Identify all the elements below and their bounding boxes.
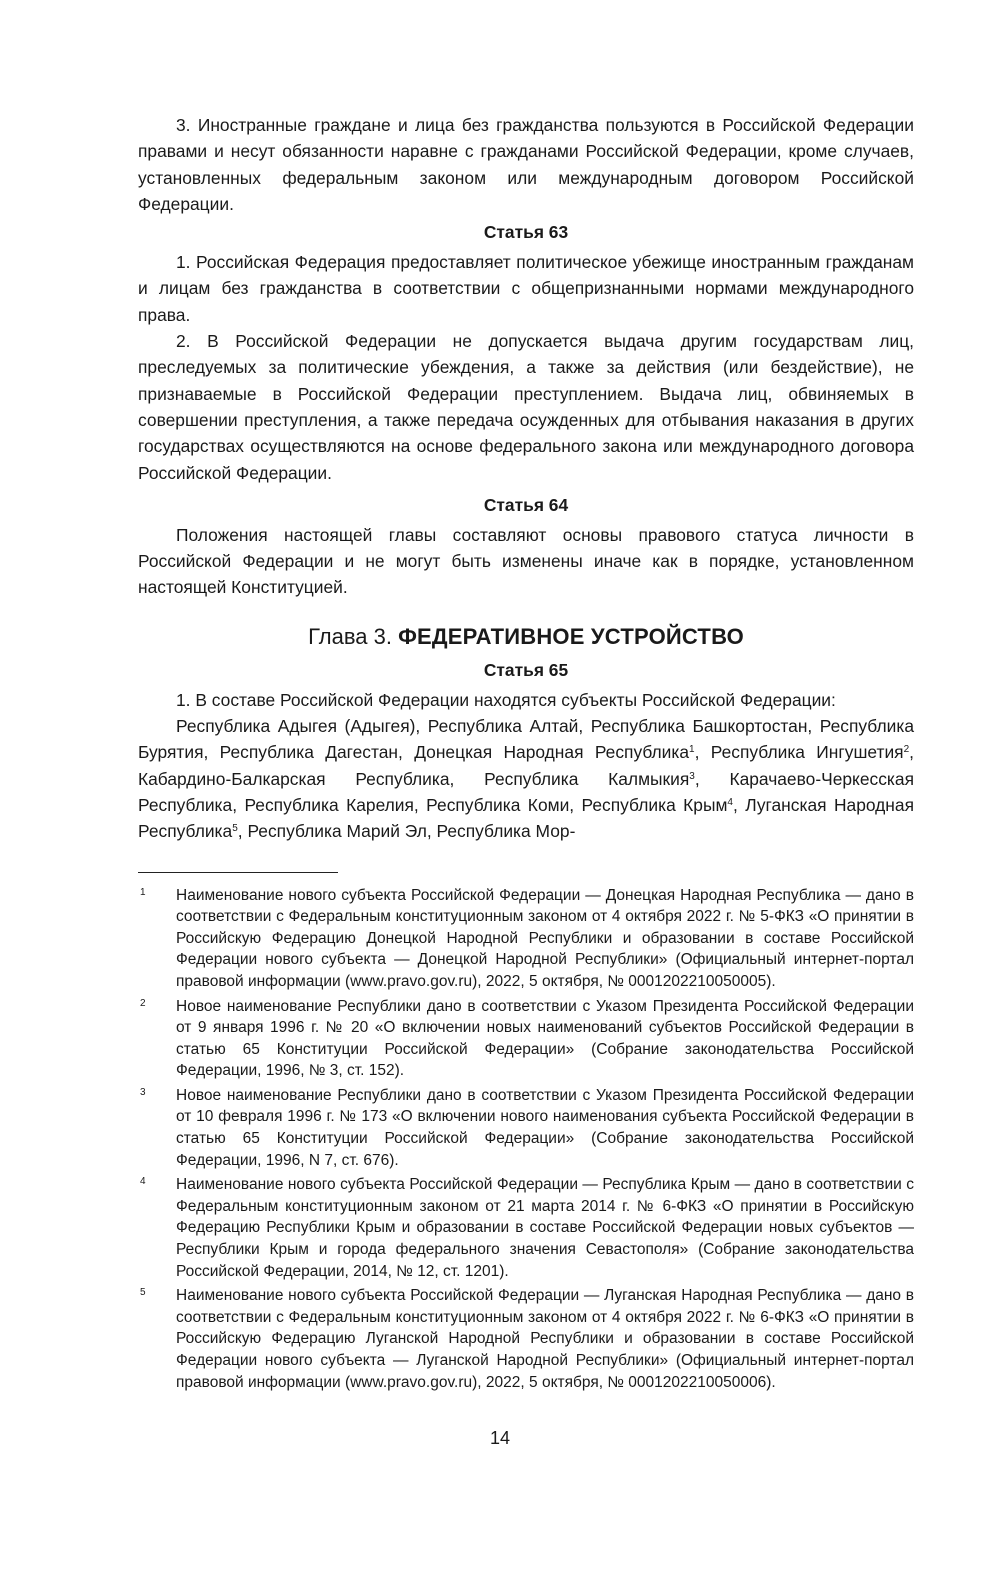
article-63-part1: 1. Российская Федерация предоставляет политическое убежище иностранным гражданам и лицам без гражданства в соответствии с общепризнанными нормами международного права. <box>138 252 914 325</box>
footnote-3 <box>138 1085 914 1171</box>
footnote-number: 3 <box>140 1086 146 1098</box>
article-65-part1: 1. В составе Российской Федерации находятся субъекты Российской Федерации: <box>176 689 836 710</box>
page-number: 14 <box>489 1428 511 1448</box>
chapter-prefix: Глава 3. <box>308 623 399 649</box>
article-65-title: Статья 65 <box>483 659 569 680</box>
footnote-text: Наименование нового субъекта Российской Федерации — Донецкая Народная Республика — дано в соответствии с Федеральным конституционным законом от 4 октября 2022 г. № 5-ФКЗ «О принятии в Российскую Федерацию Донецкой Народной Республики и образовании в составе Российской Федерации нового субъекта — Донецкой Народной Республики» (Официальный интернет-портал правовой информации (www.pravo.gov.ru), 2022, 5 октября, № 0001202210050005). <box>176 886 914 990</box>
subjects-segment: , Карачаево-Черкесская Республика, Республика Карелия, Республика Коми, Республика Крым <box>138 768 914 815</box>
article-63-part2: 2. В Российской Федерации не допускается выдача другим государствам лиц, преследуемых за политические убеждения, а также за действия (или бездействие), не признаваемые в Российской Федерации преступлением. Выдача лиц, обвиняемых в совершении преступления, а также передача осужденных для отбывания наказания в других государствах осуществляются на основе федерального закона или международного договора Российской Федерации. <box>138 331 914 483</box>
footnote-ref[interactable]: 5 <box>232 823 238 835</box>
footnote-ref[interactable]: 2 <box>903 744 910 756</box>
footnote-number: 1 <box>140 886 146 898</box>
subjects-segment: , Республика Ингушетия <box>694 742 904 763</box>
article-63-title: Статья 63 <box>483 222 569 243</box>
footnote-text: Новое наименование Республики дано в соответствии с Указом Президента Российской Федерации от 9 января 1996 г. № 20 «О включении новых наименований субъектов Российской Федерации в статью 65 Конституции Российской Федерации» (Собрание законодательства Российской Федерации, 1996, № 3, ст. 152). <box>176 997 914 1080</box>
subjects-segment: , Луганская Народная Республика <box>138 794 914 842</box>
footnote-5 <box>138 1285 914 1393</box>
footnote-text: Наименование нового субъекта Российской Федерации — Республика Крым — дано в соответствии с Федеральным конституционным законом от 21 марта 2014 г. № 6-ФКЗ «О принятии в Российскую Федерацию Республики Крым и образовании в составе Российской Федерации новых субъектов — Республики Крым и города федерального значения Севастополя» (Собрание законодательства Российской Федерации, 2014, № 12, ст. 1201). <box>176 1176 914 1280</box>
footnote-number: 4 <box>140 1176 146 1188</box>
footnote-text: Наименование нового субъекта Российской Федерации — Луганская Народная Республика — дано в соответствии с Федеральным конституционным законом от 4 октября 2022 г. № 6-ФКЗ «О принятии в Российскую Федерацию Луганской Народной Республики и образовании в составе Российской Федерации нового субъекта — Луганской Народной Республики» (Официальный интернет-портал правовой информации (www.pravo.gov.ru), 2022, 5 октября, № 0001202210050006). <box>176 1287 914 1391</box>
footnote-2 <box>138 996 914 1082</box>
footnote-number: 2 <box>140 997 146 1009</box>
chapter-name: ФЕДЕРАТИВНОЕ УСТРОЙСТВО <box>398 623 744 649</box>
article-65-subjects-list <box>138 713 914 844</box>
footnote-text: Новое наименование Республики дано в соответствии с Указом Президента Российской Федерации от 10 февраля 1996 г. № 173 «О включении нового наименования субъекта Российской Федерации в статью 65 Конституции Российской Федерации» (Собрание законодательства Российской Федерации, 1996, N 7, ст. 676). <box>176 1086 914 1169</box>
footnote-number: 5 <box>140 1287 146 1299</box>
footnote-4 <box>138 1174 914 1282</box>
footnote-ref[interactable]: 1 <box>689 744 695 756</box>
subjects-segment: , Кабардино-Балкарская Республика, Республика Калмыкия <box>138 742 914 789</box>
footnote-ref[interactable]: 3 <box>689 770 695 782</box>
footnote-ref[interactable]: 4 <box>727 796 733 808</box>
footnote-1 <box>138 885 914 993</box>
footnote-separator <box>138 872 338 873</box>
chapter-title <box>138 623 914 651</box>
article-64-title: Статья 64 <box>483 494 569 515</box>
footnotes <box>138 885 914 1394</box>
paragraph-article62-part3: 3. Иностранные граждане и лица без гражданства пользуются в Российской Федерации правами и несут обязанности наравне с гражданами Российской Федерации, кроме случаев, установленных федеральным законом или международным договором Российской Федерации. <box>138 115 914 214</box>
subjects-segment: , Республика Марий Эл, Республика Мор- <box>237 821 576 842</box>
article-64-text: Положения настоящей главы составляют основы правового статуса личности в Российской Федерации и не могут быть изменены иначе как в порядке, установленном настоящей Конституцией. <box>138 524 914 598</box>
subjects-segment: Республика Адыгея (Адыгея), Республика Алтай, Республика Башкортостан, Республика Бурятия, Республика Дагестан, Донецкая Народная Республика <box>138 716 914 763</box>
document-page <box>138 112 914 1396</box>
